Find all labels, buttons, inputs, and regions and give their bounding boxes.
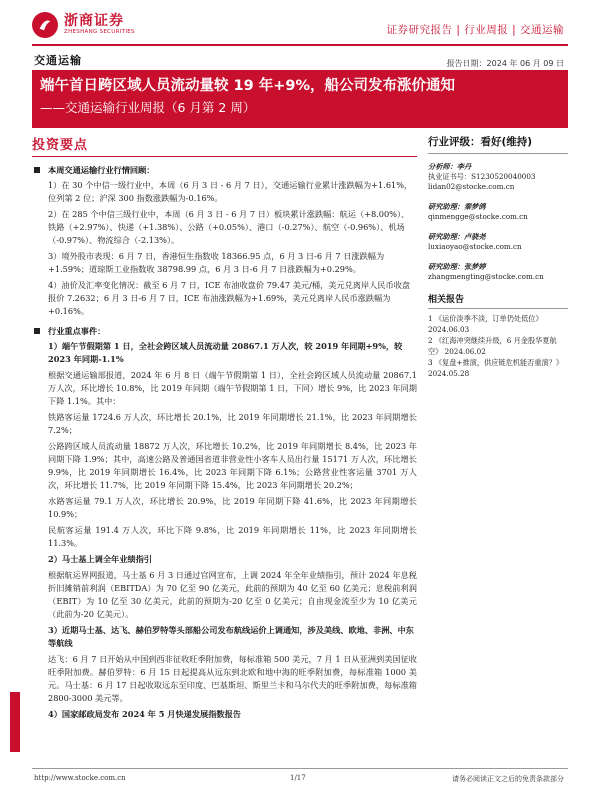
related-report-link[interactable]: 1 《运价淡季不淡，订单仍处低位》 2024.06.03	[428, 314, 543, 334]
page-number: 1/17	[290, 774, 306, 782]
header-divider	[32, 44, 568, 46]
footer-url-link[interactable]: http://www.stocke.com.cn	[34, 774, 126, 782]
related-reports-heading: 相关报告	[428, 292, 568, 309]
square-bullet-icon	[34, 328, 40, 334]
event-paragraph: 根据航运界网报道，马士基 6 月 3 日通过官网宣布，上调 2024 年全年业绩指引，预计 2024 年息税折旧摊销前利润（EBITDA）为 70 亿至 90 亿美元，此前的预期为 40 亿至 60 亿美元；息税前利润（EBIT）为 10 亿至 30 亿美元，此前的预期为-20 亿至 0 亿美元；自由现金流至少为 10 亿美元（此前为-20 亿美元）。	[48, 570, 417, 619]
logo-mark-icon	[32, 12, 58, 38]
event-heading: 3）近期马士基、达飞、赫伯罗特等头部船公司发布航线运价上调通知，涉及美线、欧地、非洲、中东等航线	[48, 625, 414, 648]
analyst-card: 分析师：李丹 执业证书号：S1230520040003 lidan02@stocke.com.cn	[428, 162, 568, 192]
related-report-link[interactable]: 3 《复盘+推演，供应链危机能否重演？》 2024.05.28	[428, 358, 564, 378]
event-heading: 1）端午节假期第 1 日，全社会跨区域人员流动量 20867.1 万人次，较 2019 年同期+9%，较 2023 年同期-1.1%	[48, 341, 403, 364]
analyst-email[interactable]: lidan02@stocke.com.cn	[428, 182, 515, 191]
report-title: 端午首日跨区域人员流动量较 19 年+9%，船公司发布涨价通知	[40, 78, 456, 94]
event-paragraph: 铁路客运量 1724.6 万人次，环比增长 20.1%，比 2019 年同期增长 21.1%，比 2023 年同期增长 7.2%；	[48, 412, 417, 435]
sidebar	[428, 134, 568, 380]
title-banner	[32, 70, 568, 128]
weekly-review-list	[48, 179, 417, 318]
analyst-email[interactable]: luxiaoyao@stocke.com.cn	[428, 242, 522, 251]
key-events-heading: 行业重点事件：	[32, 325, 417, 338]
company-logo	[32, 12, 135, 38]
analyst-card: 研究助理：卢骁尧 luxiaoyao@stocke.com.cn	[428, 232, 568, 252]
weekly-item: 4）油价及汇率变化情况：截至 6 月 7 日，ICE 布油收盘价 79.47 美元/桶，美元兑离岸人民币收盘报价 7.2632；6 月 3 日-6 月 7 日，ICE 布油涨跌幅为+1.69%，美元兑离岸人民币涨跌幅为+0.16%。	[48, 280, 411, 316]
analyst-email[interactable]: zhangmengting@stocke.com.cn	[428, 272, 544, 281]
section-heading: 投资要点	[32, 134, 417, 157]
weekly-review-heading: 本周交通运输行业行情回顾：	[32, 164, 417, 177]
side-badge	[10, 692, 20, 752]
report-subtitle: ——交通运输行业周报（6 月第 2 周）	[40, 100, 256, 115]
disclaimer-note: 请务必阅读正文之后的免责条款部分	[452, 775, 564, 783]
main-column	[32, 134, 417, 724]
footer-divider	[32, 768, 568, 769]
logo-name: 浙商证券	[64, 13, 124, 30]
event-heading: 2）马士基上调全年业绩指引	[48, 554, 152, 564]
event-paragraph: 民航客运量 191.4 万人次，环比下降 9.8%，比 2019 年同期增长 11%，比 2023 年同期增长 11.3%。	[48, 525, 417, 548]
analyst-card: 研究助理：张梦婷 zhangmengting@stocke.com.cn	[428, 262, 568, 282]
industry-label: 交通运输	[34, 54, 82, 67]
related-report-link[interactable]: 2 《红海冲突继续升级，6 月金股华夏航空》 2024.06.02	[428, 336, 557, 356]
weekly-item: 1）在 30 个中信一级行业中，本周（6 月 3 日 - 6 月 7 日），交通运输行业累计涨跌幅为+1.61%，位列第 2 位；沪深 300 指数涨跌幅为-0.16%。	[48, 180, 413, 203]
logo-name-en: ZHESHANG SECURITIES	[64, 29, 135, 36]
event-paragraph: 公路跨区域人员流动量 18872 万人次，环比增长 10.2%，比 2019 年同期增长 8.4%，比 2023 年同期下降 1.9%；其中，高速公路及普通国省道非营业性小客车人员出行量 15171 万人次，环比增长 9.9%，比 2019 年同期增长 16.4%，比 2023 年同期下降 6.1%；公路营业性客运量 3701 万人次，环比增长 11.7%，比 2019 年同期下降 15.4%，比 2023 年同期增长 20.2%；	[48, 441, 417, 490]
square-bullet-icon	[34, 167, 40, 173]
industry-rating: 行业评级：看好(维持)	[428, 134, 568, 154]
event-paragraph: 根据交通运输部报道，2024 年 6 月 8 日（端午节假期第 1 日），全社会跨区域人员流动量 20867.1 万人次，环比增长 10.8%，比 2019 年同期（端午节假期第 1 日，下同）增长 9%，比 2023 年同期下降 1.1%。其中：	[48, 370, 417, 406]
key-events	[48, 340, 417, 721]
analyst-email[interactable]: qinmengge@stocke.com.cn	[428, 212, 528, 221]
report-tags: 证券研究报告 | 行业周报 | 交通运输	[386, 24, 564, 36]
event-paragraph: 达飞：6 月 7 日开始从中国到西非征收旺季附加费，每标准箱 500 美元，7 月 1 日从亚洲到美国征收旺季附加费。赫伯罗特：6 月 15 日起提高从远东到北欧和地中海的旺季附加费，每标准箱 1000 美元。马士基：6 月 17 日起收取远东至印度、巴基斯坦、斯里兰卡和马尔代夫的旺季附加费，每标准箱 2800-3000 美元等。	[48, 654, 417, 703]
report-date: 报告日期：2024 年 06 月 09 日	[446, 59, 564, 68]
analyst-card: 研究助理：秦梦鸽 qinmengge@stocke.com.cn	[428, 202, 568, 222]
event-heading: 4）国家邮政局发布 2024 年 5 月快递发展指数报告	[48, 709, 241, 719]
weekly-item: 2）在 285 个中信三级行业中，本周（6 月 3 日 - 6 月 7 日）板块累计涨跌幅：航运（+8.00%）、铁路（+2.97%）、快递（+1.38%）、公路（+0.05%）、港口（-0.27%）、航空（-0.96%）、机场（-0.97%）、物流综合（-2.13%）。	[48, 209, 410, 245]
event-paragraph: 水路客运量 79.1 万人次，环比增长 20.9%，比 2019 年同期下降 41.6%，比 2023 年同期增长 10.9%；	[48, 496, 417, 519]
weekly-item: 3）境外股市表现：6 月 7 日，香港恒生指数收 18366.95 点，6 月 3 日-6 月 7 日涨跌幅为 +1.59%；道琼斯工业指数收 38798.99 点，6 月 3 日-6 月 7 日涨跌幅为+0.29%。	[48, 251, 385, 274]
